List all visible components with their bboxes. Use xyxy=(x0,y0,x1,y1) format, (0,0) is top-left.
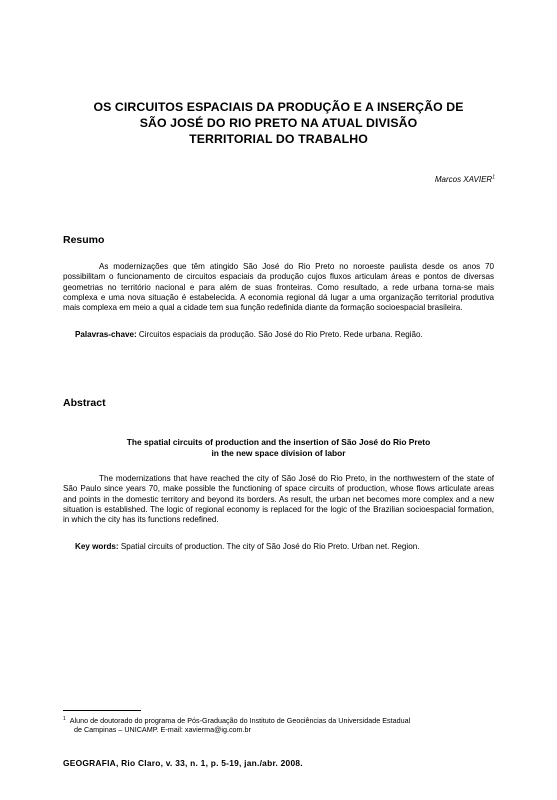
article-title-line-2: SÃO JOSÉ DO RIO PRETO NA ATUAL DIVISÃO xyxy=(139,116,418,130)
article-title-line-1: OS CIRCUITOS ESPACIAIS DA PRODUÇÃO E A INSERÇÃO DE xyxy=(93,100,464,114)
footnote-mark: 1 xyxy=(63,715,66,722)
resumo-keywords xyxy=(63,330,494,340)
english-title xyxy=(63,437,494,459)
article-title-line-3: TERRITORIAL DO TRABALHO xyxy=(189,132,368,146)
footnote-divider xyxy=(63,710,141,711)
resumo-heading: Resumo xyxy=(63,234,105,246)
abstract-body: The modernizations that have reached the city of São José do Rio Preto, in the northwestern of the state of São Paulo since years 70, make possible the functioning of space circuits of production, whose flows articulate areas and points in the domestic territory and beyond its borders. As result, the urban net becomes more complex and a new situation is established. The logic of regional economy is replaced for the logic of the Brazilian socioespacial formation, in which the city has its functions redefined. xyxy=(63,474,494,525)
article-title xyxy=(62,99,495,147)
footnote xyxy=(63,716,494,735)
english-title-line-1: The spatial circuits of production and the insertion of São José do Rio Preto xyxy=(126,437,431,447)
abstract-keywords-text: Spatial circuits of production. The city of São José do Rio Preto. Urban net. Region. xyxy=(120,542,420,551)
abstract-keywords-label: Key words: xyxy=(75,542,119,551)
resumo-body: As modernizações que têm atingido São José do Rio Preto no noroeste paulista desde os anos 70 possibilitam o funcionamento de circuitos espaciais da produção cujos fluxos articulam áreas e pontos de diversas geometrias no território nacional e para além de suas fronteiras. Como resultado, a rede urbana torna-se mais complexa e uma nova situação é estabelecida. A economia regional dá lugar a uma organização territorial produtiva mais complexa em meio a qual a cidade tem sua função redefinida diante da formação socioespacial brasileira. xyxy=(63,262,494,313)
author-footnote-mark: 1 xyxy=(492,174,495,181)
resumo-keywords-label: Palavras-chave: xyxy=(75,330,137,339)
footnote-line-1-text: Aluno de doutorado do programa de Pós-Graduação do Instituto de Geociências da Universidade Estadual xyxy=(69,716,411,725)
footnote-line-1 xyxy=(63,716,410,725)
abstract-keywords xyxy=(63,542,494,552)
author-name: Marcos XAVIER xyxy=(434,175,493,184)
journal-reference: GEOGRAFIA, Rio Claro, v. 33, n. 1, p. 5-19, jan./abr. 2008. xyxy=(63,758,303,768)
footnote-line-2: de Campinas – UNICAMP. E-mail: xavierma@ig.com.br xyxy=(74,725,251,735)
resumo-keywords-text: Circuitos espaciais da produção. São José do Rio Preto. Rede urbana. Região. xyxy=(138,330,423,339)
abstract-heading: Abstract xyxy=(63,397,106,409)
author-byline xyxy=(435,175,495,185)
english-title-line-2: in the new space division of labor xyxy=(211,448,346,458)
